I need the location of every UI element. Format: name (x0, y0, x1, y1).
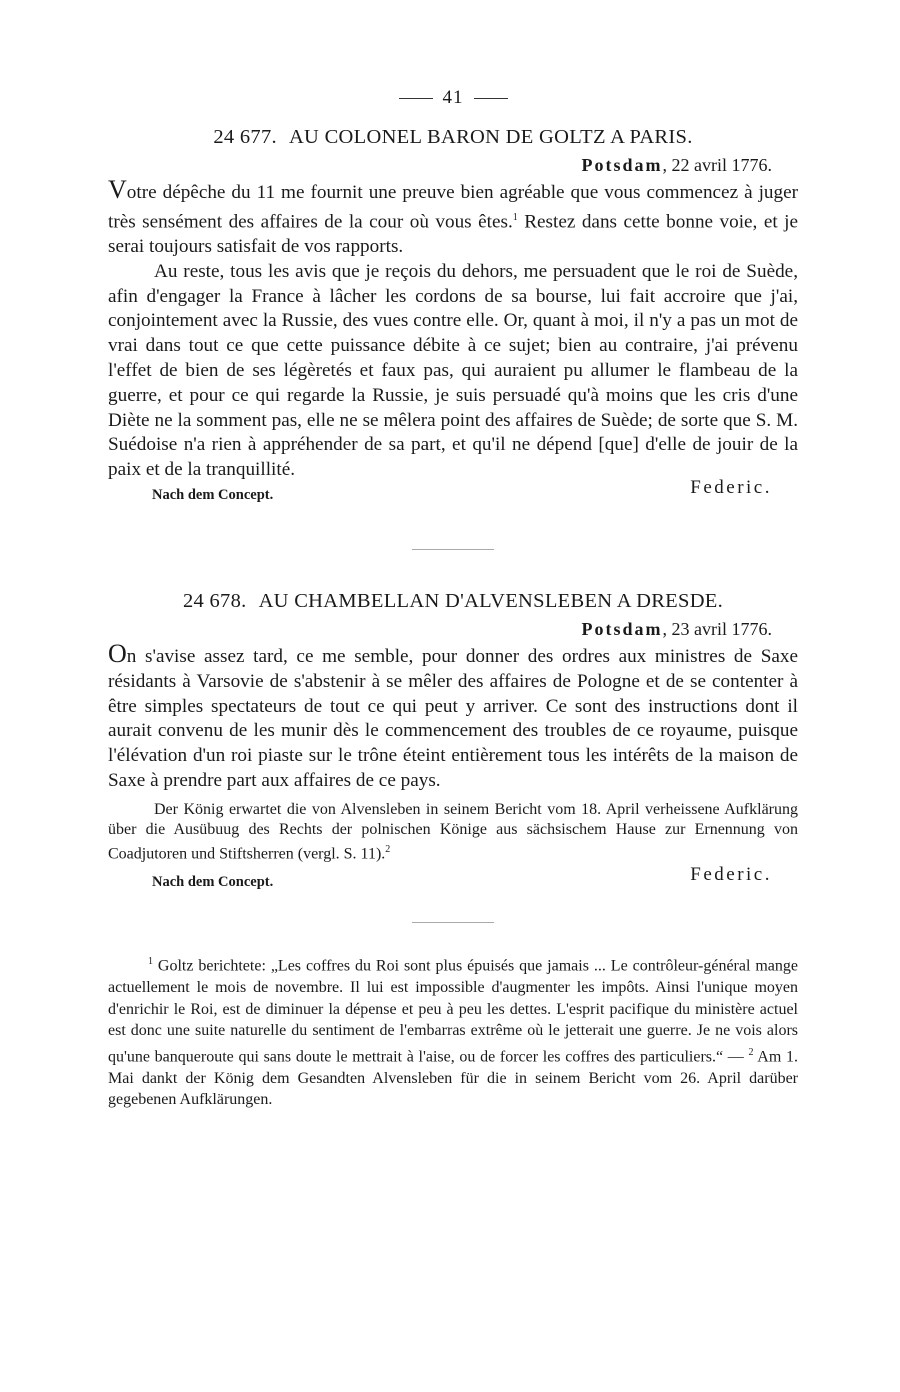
document-page (108, 80, 798, 1111)
page-number-line (108, 80, 798, 116)
footnote-ref: 2 (385, 843, 391, 855)
footnote-ref: 1 (512, 211, 518, 223)
letter-number: 24 678. (182, 589, 247, 612)
letter-title: AU COLONEL BARON DE GOLTZ A PARIS. (288, 126, 693, 148)
page-number-dash-left (399, 98, 433, 99)
letter-body (108, 175, 798, 483)
editorial-note: Der König erwartet die von Alvensleben in seinem Bericht vom 18. April verheissene Aufklärung über die Ausübuug des Rechts der polnischen Könige aus sächsischem Hause zur Ernennung von Coadjutoren und Stiftsherren (vergl. S. 11).$^2$ (108, 800, 798, 863)
letter-date: , 23 avril 1776. (662, 618, 772, 639)
separator-line (412, 549, 494, 550)
letter-heading (108, 586, 798, 616)
signature: Federic. (690, 476, 772, 498)
letter-heading (108, 122, 798, 152)
letter-place: Potsdam (581, 618, 663, 639)
letter-paragraph: Votre dépêche du 11 me fournit une preuve bien agréable que vous commencez à juger très sensément des affaires de la cour où vous êtes.$^1$ Restez dans cette bonne voie, et je serai toujours satisfait de vos rapports. (108, 175, 798, 257)
letter-date: , 22 avril 1776. (662, 155, 772, 175)
letter-dateline (108, 616, 798, 642)
drop-cap: O (108, 638, 127, 668)
letter-dateline (108, 152, 798, 178)
letter-paragraph: On s'avise assez tard, ce me semble, pour donner des ordres aux ministres de Saxe résidants à Varsovie de s'abstenir à se mêler des affaires de Pologne et de se contenter à être simples spectateurs de tout ce qui peut y arriver. Ce sont des instructions dont il aurait convenu de les munir dès le commencement des troubles de ce royaume, puisque l'élévation d'un roi piaste sur le trône éteint entièrement tous les intérêts de la maison de Saxe à prendre part aux affaires de ce pays. (108, 638, 798, 791)
footnote-text: $^1$ Goltz berichtete: „Les coffres du Roi sont plus épuisés que jamais ... Le contrôleur-général mange actuellement le mois de novembre. Il lui est impossible d'augmenter les impôts. Ainsi l'unique moyen d'enrichir le Roi, est de diminuer la dépense et peu à peu les dettes. L'esprit pacifique du ministère actuel est donc une suite naturelle du sentiment de l'embarras extrême où le jetterait une guerre. Je ne vois alors qu'une banqueroute qui sans doute le mettrait à l'aise, ou de forcer les coffres des particuliers.“ — $^2$ Am 1. Mai dankt der König dem Gesandten Alvensleben für die in seinem Bericht vom 26. April darüber gegebenen Aufklärungen. (108, 956, 798, 1109)
footnote-marker: 2 (748, 1046, 754, 1058)
page-number-dash-right (474, 98, 508, 99)
letter-closing (108, 476, 798, 513)
signature: Federic. (690, 864, 772, 886)
footnote-marker: 1 (148, 956, 153, 968)
letter-24677 (108, 122, 798, 513)
letter-body (108, 638, 798, 794)
letter-paragraph: Au reste, tous les avis que je reçois du dehors, me persuadent que le roi de Suède, afin d'engager la France à lâcher les cordons de sa bourse, lui fait accroire que j'ai, conjointement avec la Russie, des vues contre elle. Or, quant à moi, il n'y a pas un mot de vrai dans tout ce que cette puissance débite à ce sujet; bien au contraire, j'ai prévenu l'effet de bien de ses légèretés et faux pas, qui auraient pu allumer le flambeau de la guerre, et pour ce qui regarde la Russie, je suis persuadé qu'à moins que les cris d'une Diète ne la somment pas, elle ne se mêlera point des affaires de Suède; de sorte que S. M. Suédoise n'a rien à appréhender de sa part, et qu'il ne dépend [que] d'elle de jouir de la paix et de la tranquillité. (108, 260, 798, 481)
footnotes (108, 951, 798, 1111)
source-note: Nach dem Concept. (152, 874, 274, 891)
separator-line (412, 922, 494, 923)
letter-number: 24 677. (213, 126, 277, 148)
letter-title: AU CHAMBELLAN D'ALVENSLEBEN A DRESDE. (258, 589, 724, 612)
letter-place: Potsdam (581, 155, 663, 175)
drop-cap: V (108, 175, 127, 204)
source-note: Nach dem Concept. (152, 486, 274, 503)
page-number: 41 (442, 87, 464, 108)
letter-24678 (108, 586, 798, 900)
letter-closing (108, 864, 798, 900)
